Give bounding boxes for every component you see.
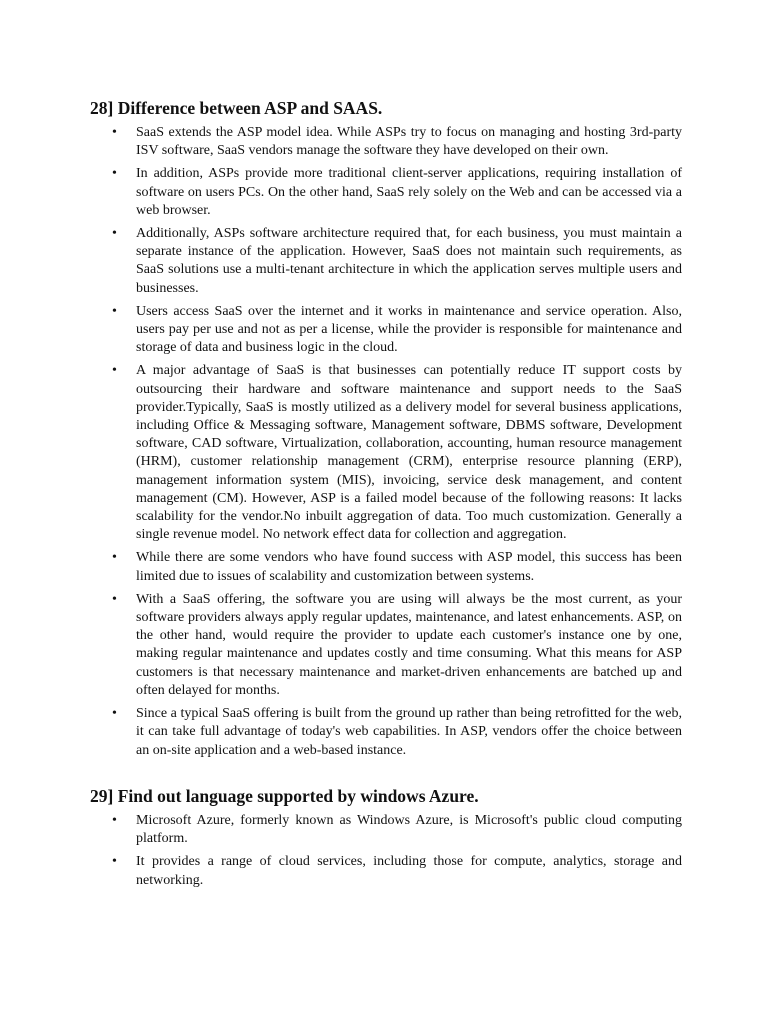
bullet-glyph: • (112, 813, 117, 828)
list-item (90, 225, 682, 298)
section-28 (90, 97, 682, 765)
list-item-text: A major advantage of SaaS is that businesses can potentially reduce IT support costs by outsourcing their hardware and software maintenance and support needs to the SaaS provider.Typically, SaaS is mostly utilized as a delivery model for several business applications, including Office & Messaging software, Management software, DBMS software, Development software, CAD software, Virtualization, collaboration, accounting, human resource management (HRM), customer relationship management (CRM), enterprise resource planning (ERP), management information system (MIS), invoicing, service desk management, and content management (CM). However, ASP is a failed model because of the following reasons: It lacks scalability for the vendor.No inbuilt aggregation of data. Too much customization. Generally a single revenue model. No network effect data for collection and aggregation. (136, 363, 682, 543)
bullet-glyph: • (112, 303, 117, 319)
bullet-glyph: • (112, 550, 117, 566)
bullet-glyph: • (112, 591, 117, 607)
list-item (90, 549, 682, 585)
list-item-text: Users access SaaS over the internet and it works in maintenance and service operation. Also, users pay per use and not as per a license, while the provider is responsible for maintenance and storage of data and business logic in the cloud. (136, 303, 682, 356)
list-item (90, 853, 682, 889)
bullet-glyph: • (112, 363, 117, 379)
list-item (90, 591, 682, 700)
list-item (90, 812, 682, 848)
list-item-text: It provides a range of cloud services, including those for compute, analytics, storage and networking. (136, 854, 682, 888)
list-item (90, 362, 682, 544)
list-item-text: In addition, ASPs provide more traditional client-server applications, requiring installation of software on users PCs. On the other hand, SaaS rely solely on the Web and can be accessed via a web browser. (136, 166, 682, 218)
list-item-text: Additionally, ASPs software architecture required that, for each business, you must maintain a separate instance of the application. However, SaaS does not maintain such requirements, as SaaS solutions use a multi-tenant architecture in which the application serves multiple users and businesses. (136, 226, 682, 296)
list-item-text: SaaS extends the ASP model idea. While ASPs try to focus on managing and hosting 3rd-party ISV software, SaaS vendors manage the software they have developed on their own. (136, 125, 682, 159)
bullet-glyph: • (112, 706, 117, 722)
section-heading: 29] Find out language supported by windows Azure. (90, 786, 479, 806)
bullet-glyph: • (112, 854, 117, 870)
list-item-text: With a SaaS offering, the software you are using will always be the most current, as your software providers always apply regular updates, maintenance, and latest enhancements. ASP, on the other hand, would require the provider to update each customer's instance one by one, making regular maintenance and updates costly and time consuming. What this means for ASP customers is that necessary maintenance and market-driven enhancements are batched up and often delayed for months. (136, 591, 682, 698)
list-item (90, 303, 682, 358)
list-item (90, 124, 682, 160)
list-item-text: Since a typical SaaS offering is built from the ground up rather than being retrofitted for the web, it can take full advantage of today's web capabilities. In ASP, vendors offer the choice between an on-site application and a web-based instance. (136, 706, 682, 758)
bullet-glyph: • (112, 226, 117, 242)
bullet-glyph: • (112, 125, 117, 140)
list-item-text: While there are some vendors who have found success with ASP model, this success has been limited due to issues of scalability and customization between systems. (136, 550, 682, 584)
bullet-glyph: • (112, 166, 117, 182)
section-heading: 28] Difference between ASP and SAAS. (90, 98, 383, 118)
section-29 (90, 785, 682, 895)
list-item (90, 165, 682, 220)
bullet-list (90, 124, 682, 760)
list-item (90, 705, 682, 760)
bullet-list (90, 812, 682, 890)
list-item-text: Microsoft Azure, formerly known as Windows Azure, is Microsoft's public cloud computing platform. (136, 813, 682, 847)
